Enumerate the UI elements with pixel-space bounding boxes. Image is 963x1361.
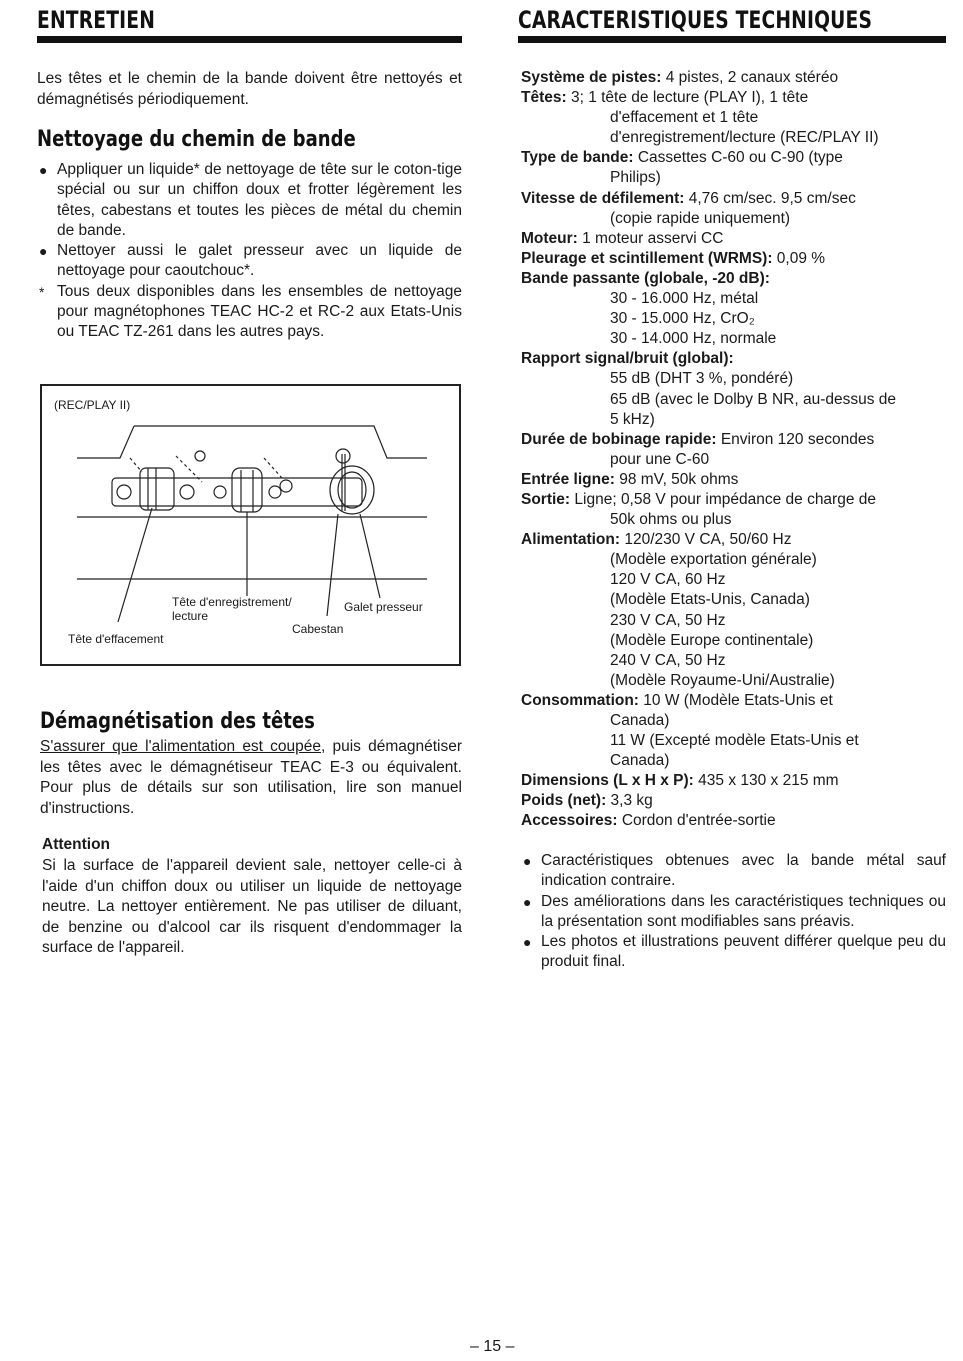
spec-label: Alimentation: <box>521 531 621 549</box>
section-title-specs: CARACTERISTIQUES TECHNIQUES <box>518 6 873 34</box>
spec-value-line: 30 - 15.000 Hz, CrO₂ <box>610 310 755 328</box>
spec-label: Dimensions (L x H x P): <box>521 772 694 790</box>
spec-value-line: 65 dB (avec le Dolby B NR, au-dessus de <box>610 390 897 408</box>
spec-value-line: 240 V CA, 50 Hz <box>610 651 726 669</box>
spec-value-line: 120 V CA, 60 Hz <box>610 571 726 589</box>
spec-label: Vitesse de défilement: <box>521 189 685 207</box>
spec-note: ● Les photos et illustrations peuvent différer quelque peu du produit final. <box>523 933 946 971</box>
spec-label: Type de bande: <box>521 149 634 167</box>
spec-value: Cassettes C-60 ou C-90 (type <box>633 149 843 167</box>
spec-row <box>521 88 946 148</box>
spec-row <box>521 249 946 269</box>
maintenance-intro: Les têtes et le chemin de la bande doivent être nettoyés et démagnétisés périodiquement. <box>37 70 462 108</box>
attention-heading: Attention <box>42 836 111 853</box>
spec-row <box>521 490 946 530</box>
spec-row <box>521 189 946 229</box>
spec-value: Environ 120 secondes <box>716 430 875 448</box>
spec-label: Durée de bobinage rapide: <box>521 430 717 448</box>
spec-value-line: Canada) <box>610 712 670 729</box>
spec-value-line: 5 kHz) <box>610 410 655 428</box>
spec-note: ● Des améliorations dans les caractéristiques techniques ou la présentation sont modifiables sans préavis. <box>523 892 946 930</box>
spec-value-line: (copie rapide uniquement) <box>610 209 791 227</box>
demag-heading: Démagnétisation des têtes <box>40 709 315 734</box>
section-title-maintenance: ENTRETIEN <box>37 6 156 34</box>
spec-value-line: 30 - 16.000 Hz, métal <box>610 290 759 308</box>
cleaning-heading: Nettoyage du chemin de bande <box>37 127 356 152</box>
spec-value-line: Philips) <box>610 169 661 187</box>
spec-value-line: (Modèle Etats-Unis, Canada) <box>610 591 810 609</box>
label-rec-play-head: Tête d'enregistrement/ lecture <box>172 595 292 623</box>
spec-label: Système de pistes: <box>521 69 662 86</box>
spec-label: Entrée ligne: <box>521 470 615 488</box>
spec-row <box>521 430 946 470</box>
spec-value: Ligne; 0,58 V pour impédance de charge de <box>570 490 877 508</box>
spec-value: 4 pistes, 2 canaux stéréo <box>661 69 839 86</box>
spec-row <box>521 470 946 490</box>
spec-label: Moteur: <box>521 229 578 247</box>
label-erase-head: Tête d'effacement <box>68 632 164 646</box>
spec-list <box>521 68 946 832</box>
spec-value-line: (Modèle Royaume-Uni/Australie) <box>610 671 835 689</box>
spec-label: Bande passante (globale, -20 dB): <box>521 269 770 287</box>
spec-row <box>521 68 946 88</box>
spec-value-line: (Modèle exportation générale) <box>610 551 817 569</box>
spec-value: 435 x 130 x 215 mm <box>693 772 839 790</box>
spec-value: 120/230 V CA, 50/60 Hz <box>620 531 792 549</box>
spec-value-line: (Modèle Europe continentale) <box>610 631 814 649</box>
spec-note: ● Caractéristiques obtenues avec la bande métal sauf indication contraire. <box>523 852 946 890</box>
label-capstan: Cabestan <box>292 622 344 636</box>
spec-label: Têtes: <box>521 89 567 107</box>
spec-value-line: 55 dB (DHT 3 %, pondéré) <box>610 370 794 388</box>
spec-row <box>521 229 946 249</box>
spec-value: 98 mV, 50k ohms <box>614 470 739 488</box>
spec-value: Cordon d'entrée-sortie <box>617 812 776 830</box>
spec-value: 3,3 kg <box>606 792 653 810</box>
spec-row <box>521 811 946 831</box>
spec-value: 3; 1 tête de lecture (PLAY I), 1 tête <box>566 89 809 107</box>
spec-row <box>521 148 946 188</box>
label-pinch-roller: Galet presseur <box>344 600 423 614</box>
spec-row <box>521 791 946 811</box>
spec-row <box>521 771 946 791</box>
spec-label: Rapport signal/bruit (global): <box>521 350 734 368</box>
spec-value: 4,76 cm/sec. 9,5 cm/sec <box>684 189 856 207</box>
spec-label: Pleurage et scintillement (WRMS): <box>521 249 773 267</box>
spec-value-line: d'effacement et 1 tête <box>610 109 759 127</box>
spec-label: Sortie: <box>521 490 571 508</box>
spec-value-line: 50k ohms ou plus <box>610 511 732 529</box>
spec-row <box>521 269 946 349</box>
demag-text: S'assurer que l'alimentation est coupée, puis démagnétiser les têtes avec le démagnétiseur TEAC E-3 ou équivalent. Pour plus de détails sur son utilisation, lire son manuel d'instructions. <box>40 738 462 817</box>
spec-row <box>521 349 946 429</box>
spec-value-line: pour une C-60 <box>610 450 710 468</box>
spec-value: 1 moteur asservi CC <box>577 229 724 247</box>
spec-notes <box>521 851 946 973</box>
spec-value-line: Canada) <box>610 752 670 770</box>
spec-value-line: d'enregistrement/lecture (REC/PLAY II) <box>610 129 879 147</box>
spec-row <box>521 530 946 691</box>
attention-text: Si la surface de l'appareil devient sale, nettoyer celle-ci à l'aide d'un chiffon doux ou utiliser un liquide de nettoyage neutre. La nettoyer entièrement. Ne pas utiliser de diluant, de benzine ou d'alcool car ils risquent d'endommager la surface de l'appareil. <box>42 857 462 956</box>
page-number: – 15 – <box>470 1338 515 1355</box>
spec-label: Accessoires: <box>521 812 618 830</box>
spec-value-line: 11 W (Excepté modèle Etats-Unis et <box>610 732 859 750</box>
cleaning-footnote: * Tous deux disponibles dans les ensembles de nettoyage pour magnétophones TEAC HC-2 et RC-2 aux Etats-Unis ou TEAC TZ-261 dans les autres pays. <box>39 282 462 341</box>
cleaning-list <box>37 160 462 343</box>
spec-row <box>521 691 946 771</box>
spec-value: 0,09 % <box>772 249 826 267</box>
spec-value: 10 W (Modèle Etats-Unis et <box>638 691 833 709</box>
cleaning-bullet: ● Nettoyer aussi le galet presseur avec un liquide de nettoyage pour caoutchouc*. <box>39 242 462 280</box>
spec-value-line: 230 V CA, 50 Hz <box>610 611 726 629</box>
diagram-caption: (REC/PLAY II) <box>54 398 131 412</box>
title-rule <box>518 36 946 43</box>
title-rule <box>37 36 462 43</box>
spec-value-line: 30 - 14.000 Hz, normale <box>610 330 777 348</box>
cleaning-bullet: ● Appliquer un liquide* de nettoyage de tête sur le coton-tige spécial ou sur un chiffon doux et frotter légèrement les têtes, cabestans et toutes les pièces de métal du chemin de bande. <box>39 161 462 239</box>
tape-path-diagram <box>40 384 461 666</box>
spec-label: Consommation: <box>521 691 639 709</box>
spec-label: Poids (net): <box>521 792 607 810</box>
